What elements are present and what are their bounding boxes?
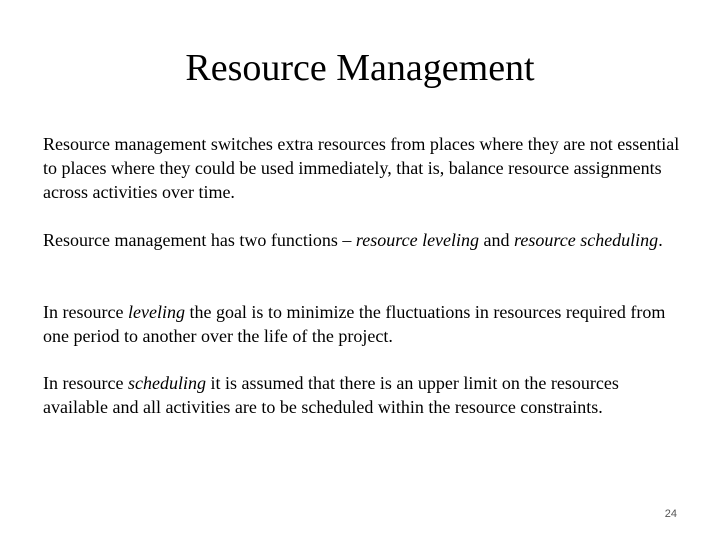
paragraph-leveling-text-1: In resource bbox=[43, 302, 128, 322]
resource-leveling-term: resource leveling bbox=[355, 230, 480, 250]
scheduling-term: scheduling bbox=[127, 373, 206, 393]
paragraph-leveling bbox=[43, 300, 683, 348]
paragraph-definition: Resource management switches extra resources from places where they are not essential to places where they could be used immediately, that is, balance resource assignments across activities over time. bbox=[43, 134, 680, 202]
resource-scheduling-term: resource scheduling bbox=[514, 230, 659, 250]
page-number: 24 bbox=[664, 508, 677, 520]
slide-title: Resource Management bbox=[185, 47, 535, 89]
paragraph-functions bbox=[43, 228, 683, 252]
paragraph-leveling-text-2: the goal is to minimize the fluctuations in resources required from one period to another over the life of the project. bbox=[43, 302, 666, 346]
paragraph-functions-text-2: and bbox=[479, 230, 515, 250]
paragraph-scheduling-text-2: it is assumed that there is an upper limit on the resources available and all activities are to be scheduled within the resource constraints. bbox=[43, 373, 619, 417]
paragraph-functions-text-3: . bbox=[658, 230, 663, 250]
paragraph-scheduling bbox=[43, 371, 683, 419]
paragraph-scheduling-text-1: In resource bbox=[43, 373, 128, 393]
paragraph-functions-text-1: Resource management has two functions – bbox=[43, 230, 356, 250]
leveling-term: leveling bbox=[127, 302, 185, 322]
